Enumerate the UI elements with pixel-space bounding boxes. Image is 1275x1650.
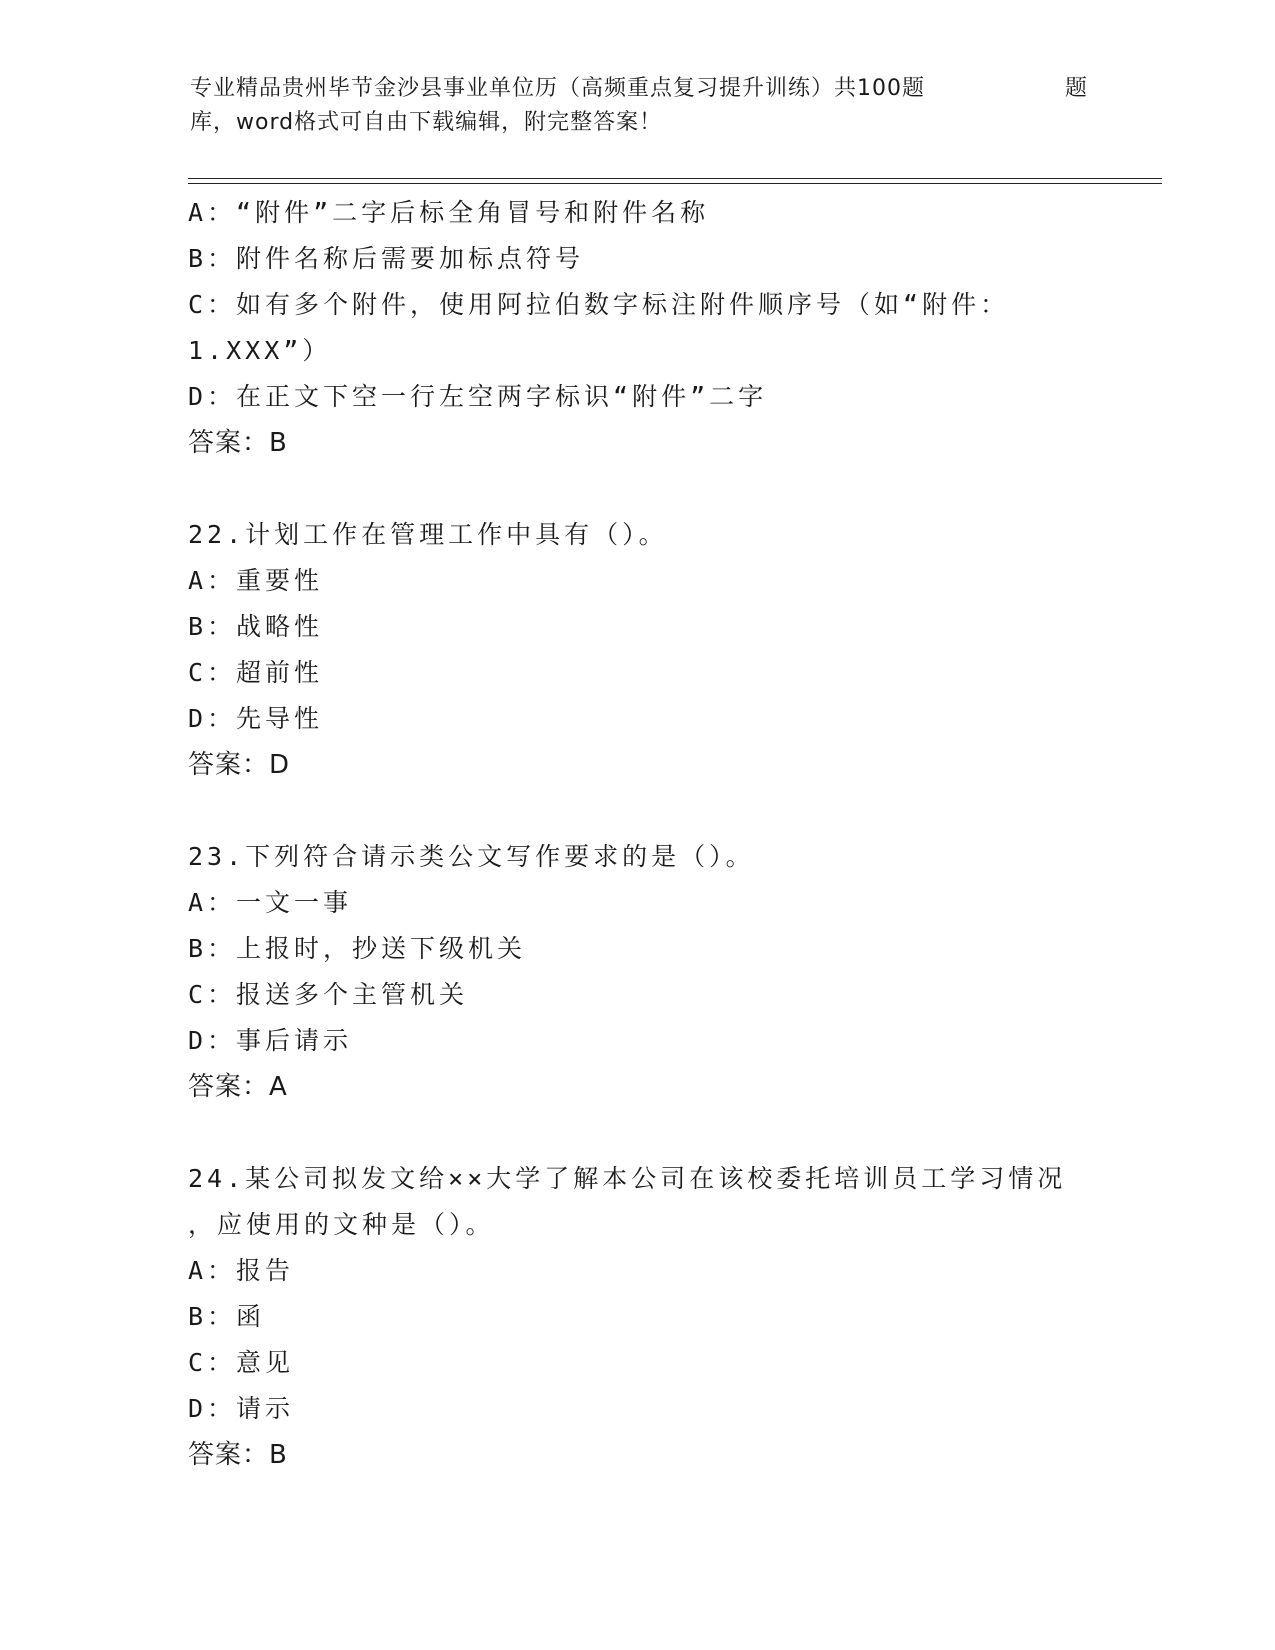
answer-text: 答案：D xyxy=(188,750,291,780)
option-d: D：事后请示 xyxy=(188,1026,353,1055)
question-block-23 xyxy=(188,834,1108,1110)
question-text: 23.下列符合请示类公文写作要求的是（）。 xyxy=(188,842,755,871)
header-title: 专业精品贵州毕节金沙县事业单位历（高频重点复习提升训练）共100题 xyxy=(190,76,925,101)
header-divider-bottom xyxy=(188,183,1162,184)
question-text: 22.计划工作在管理工作中具有（）。 xyxy=(188,520,668,549)
header-line-1 xyxy=(190,72,1090,106)
spacer xyxy=(188,788,1108,834)
option-c: C：意见 xyxy=(188,1348,295,1377)
question-block-24 xyxy=(188,1156,1108,1478)
header-line-2: 库，word格式可自由下载编辑，附完整答案！ xyxy=(190,110,663,135)
option-a: A：重要性 xyxy=(188,566,324,595)
option-b: B：附件名称后需要加标点符号 xyxy=(188,244,585,273)
answer-text: 答案：B xyxy=(188,1440,288,1470)
option-d: D：在正文下空一行左空两字标识“附件”二字 xyxy=(188,382,768,411)
header-title-tail: 题 xyxy=(1065,76,1089,101)
option-d: D：先导性 xyxy=(188,704,324,733)
document-header xyxy=(190,72,1090,140)
option-b: B：函 xyxy=(188,1302,266,1331)
question-block-prev xyxy=(188,190,1108,466)
option-b: B：上报时，抄送下级机关 xyxy=(188,934,527,963)
question-list xyxy=(188,190,1108,1478)
option-c: C：超前性 xyxy=(188,658,324,687)
answer-text: 答案：A xyxy=(188,1072,288,1102)
question-text: 24.某公司拟发文给××大学了解本公司在该校委托培训员工学习情况 xyxy=(188,1164,1067,1193)
option-b: B：战略性 xyxy=(188,612,324,641)
spacer xyxy=(188,466,1108,512)
option-c: C：报送多个主管机关 xyxy=(188,980,469,1009)
answer-text: 答案：B xyxy=(188,428,288,458)
question-text-continued: ，应使用的文种是（）。 xyxy=(188,1210,495,1239)
option-a: A：“附件”二字后标全角冒号和附件名称 xyxy=(188,198,710,227)
option-d: D：请示 xyxy=(188,1394,295,1423)
spacer xyxy=(188,1110,1108,1156)
header-divider-top xyxy=(188,178,1162,179)
option-c-continued: 1.XXX”） xyxy=(188,336,332,365)
option-a: A：报告 xyxy=(188,1256,295,1285)
option-c: C：如有多个附件，使用阿拉伯数字标注附件顺序号（如“附件： xyxy=(188,290,1010,319)
option-a: A：一文一事 xyxy=(188,888,353,917)
question-block-22 xyxy=(188,512,1108,788)
